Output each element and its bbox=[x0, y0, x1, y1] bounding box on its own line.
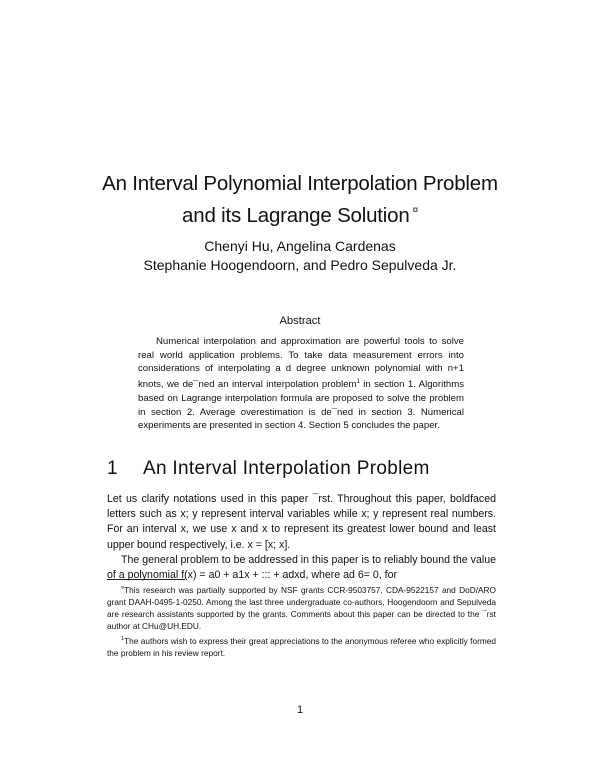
abstract-body bbox=[138, 335, 464, 433]
section-title: An Interval Interpolation Problem bbox=[143, 458, 430, 479]
title-line-2-text: and its Lagrange Solution bbox=[182, 204, 410, 227]
authors-line-1: Chenyi Hu, Angelina Cardenas bbox=[204, 238, 396, 254]
footnote-2-mark: 1 bbox=[121, 635, 125, 642]
footnote-2-text: The authors wish to express their great appreciations to the anonymous referee who explicitly formed the problem in his review report. bbox=[107, 635, 496, 658]
footnote-1-mark: ¤ bbox=[121, 585, 125, 591]
body-paragraph-2: The general problem to be addressed in this paper is to reliably bound the value of a polynomial f(x) = a0 + a1x + ::: + adxd, where ad 6= 0, for bbox=[107, 553, 496, 582]
footnote-1 bbox=[107, 582, 496, 633]
abstract-text: Numerical interpolation and approximation are powerful tools to solve real world application problems. To take data measurement errors into considerations of interpolating a d degree unknown polynomial with n+1 knots, we de¯ned an interval interpolation problem bbox=[138, 336, 464, 391]
footnote-1-text: This research was partially supported by NSF grants CCR-9503757, CDA-9522157 and DoD/ARO grant DAAH-0495-1-0250. Among the last three undergraduate co-authors, Hoogendoorn and Sepulveda are research assistants supported by the grants. Comments about this paper can be directed to the ¯rst author at CHu@UH.EDU. bbox=[107, 584, 496, 632]
title-footnote-mark: ¤ bbox=[412, 205, 418, 216]
footnotes bbox=[107, 582, 496, 659]
title-line-2 bbox=[0, 197, 600, 229]
body-paragraph-1: Let us clarify notations used in this paper ¯rst. Throughout this paper, boldfaced letters such as x; y represent interval variables while x; y represent real numbers. For an interval x, we use x and x to represent its greatest lower bound and least upper bound respectively, i.e. x = [x; x]. bbox=[107, 493, 496, 551]
paper-title bbox=[0, 170, 600, 229]
abstract-footnote-mark: 1 bbox=[356, 379, 360, 386]
abstract-paragraph bbox=[138, 335, 464, 433]
abstract-heading: Abstract bbox=[279, 315, 321, 327]
abstract-text-continued: in section 1. Algorithms based on Lagrange interpolation formula are proposed to solve the problem in section 2. Average overestimation is de¯ned in section 3. Numerical experiments are presented in section 4. Section 5 concludes the paper. bbox=[138, 379, 464, 432]
footnote-2 bbox=[107, 633, 496, 659]
author-list bbox=[0, 237, 600, 275]
section-heading bbox=[107, 458, 430, 480]
page-number: 1 bbox=[296, 704, 304, 716]
section-number: 1 bbox=[107, 458, 118, 479]
title-line-1: An Interval Polynomial Interpolation Problem bbox=[102, 172, 498, 195]
body-text bbox=[107, 492, 496, 583]
footnote-rule bbox=[107, 579, 185, 580]
authors-line-2: Stephanie Hoogendoorn, and Pedro Sepulveda Jr. bbox=[143, 257, 457, 273]
